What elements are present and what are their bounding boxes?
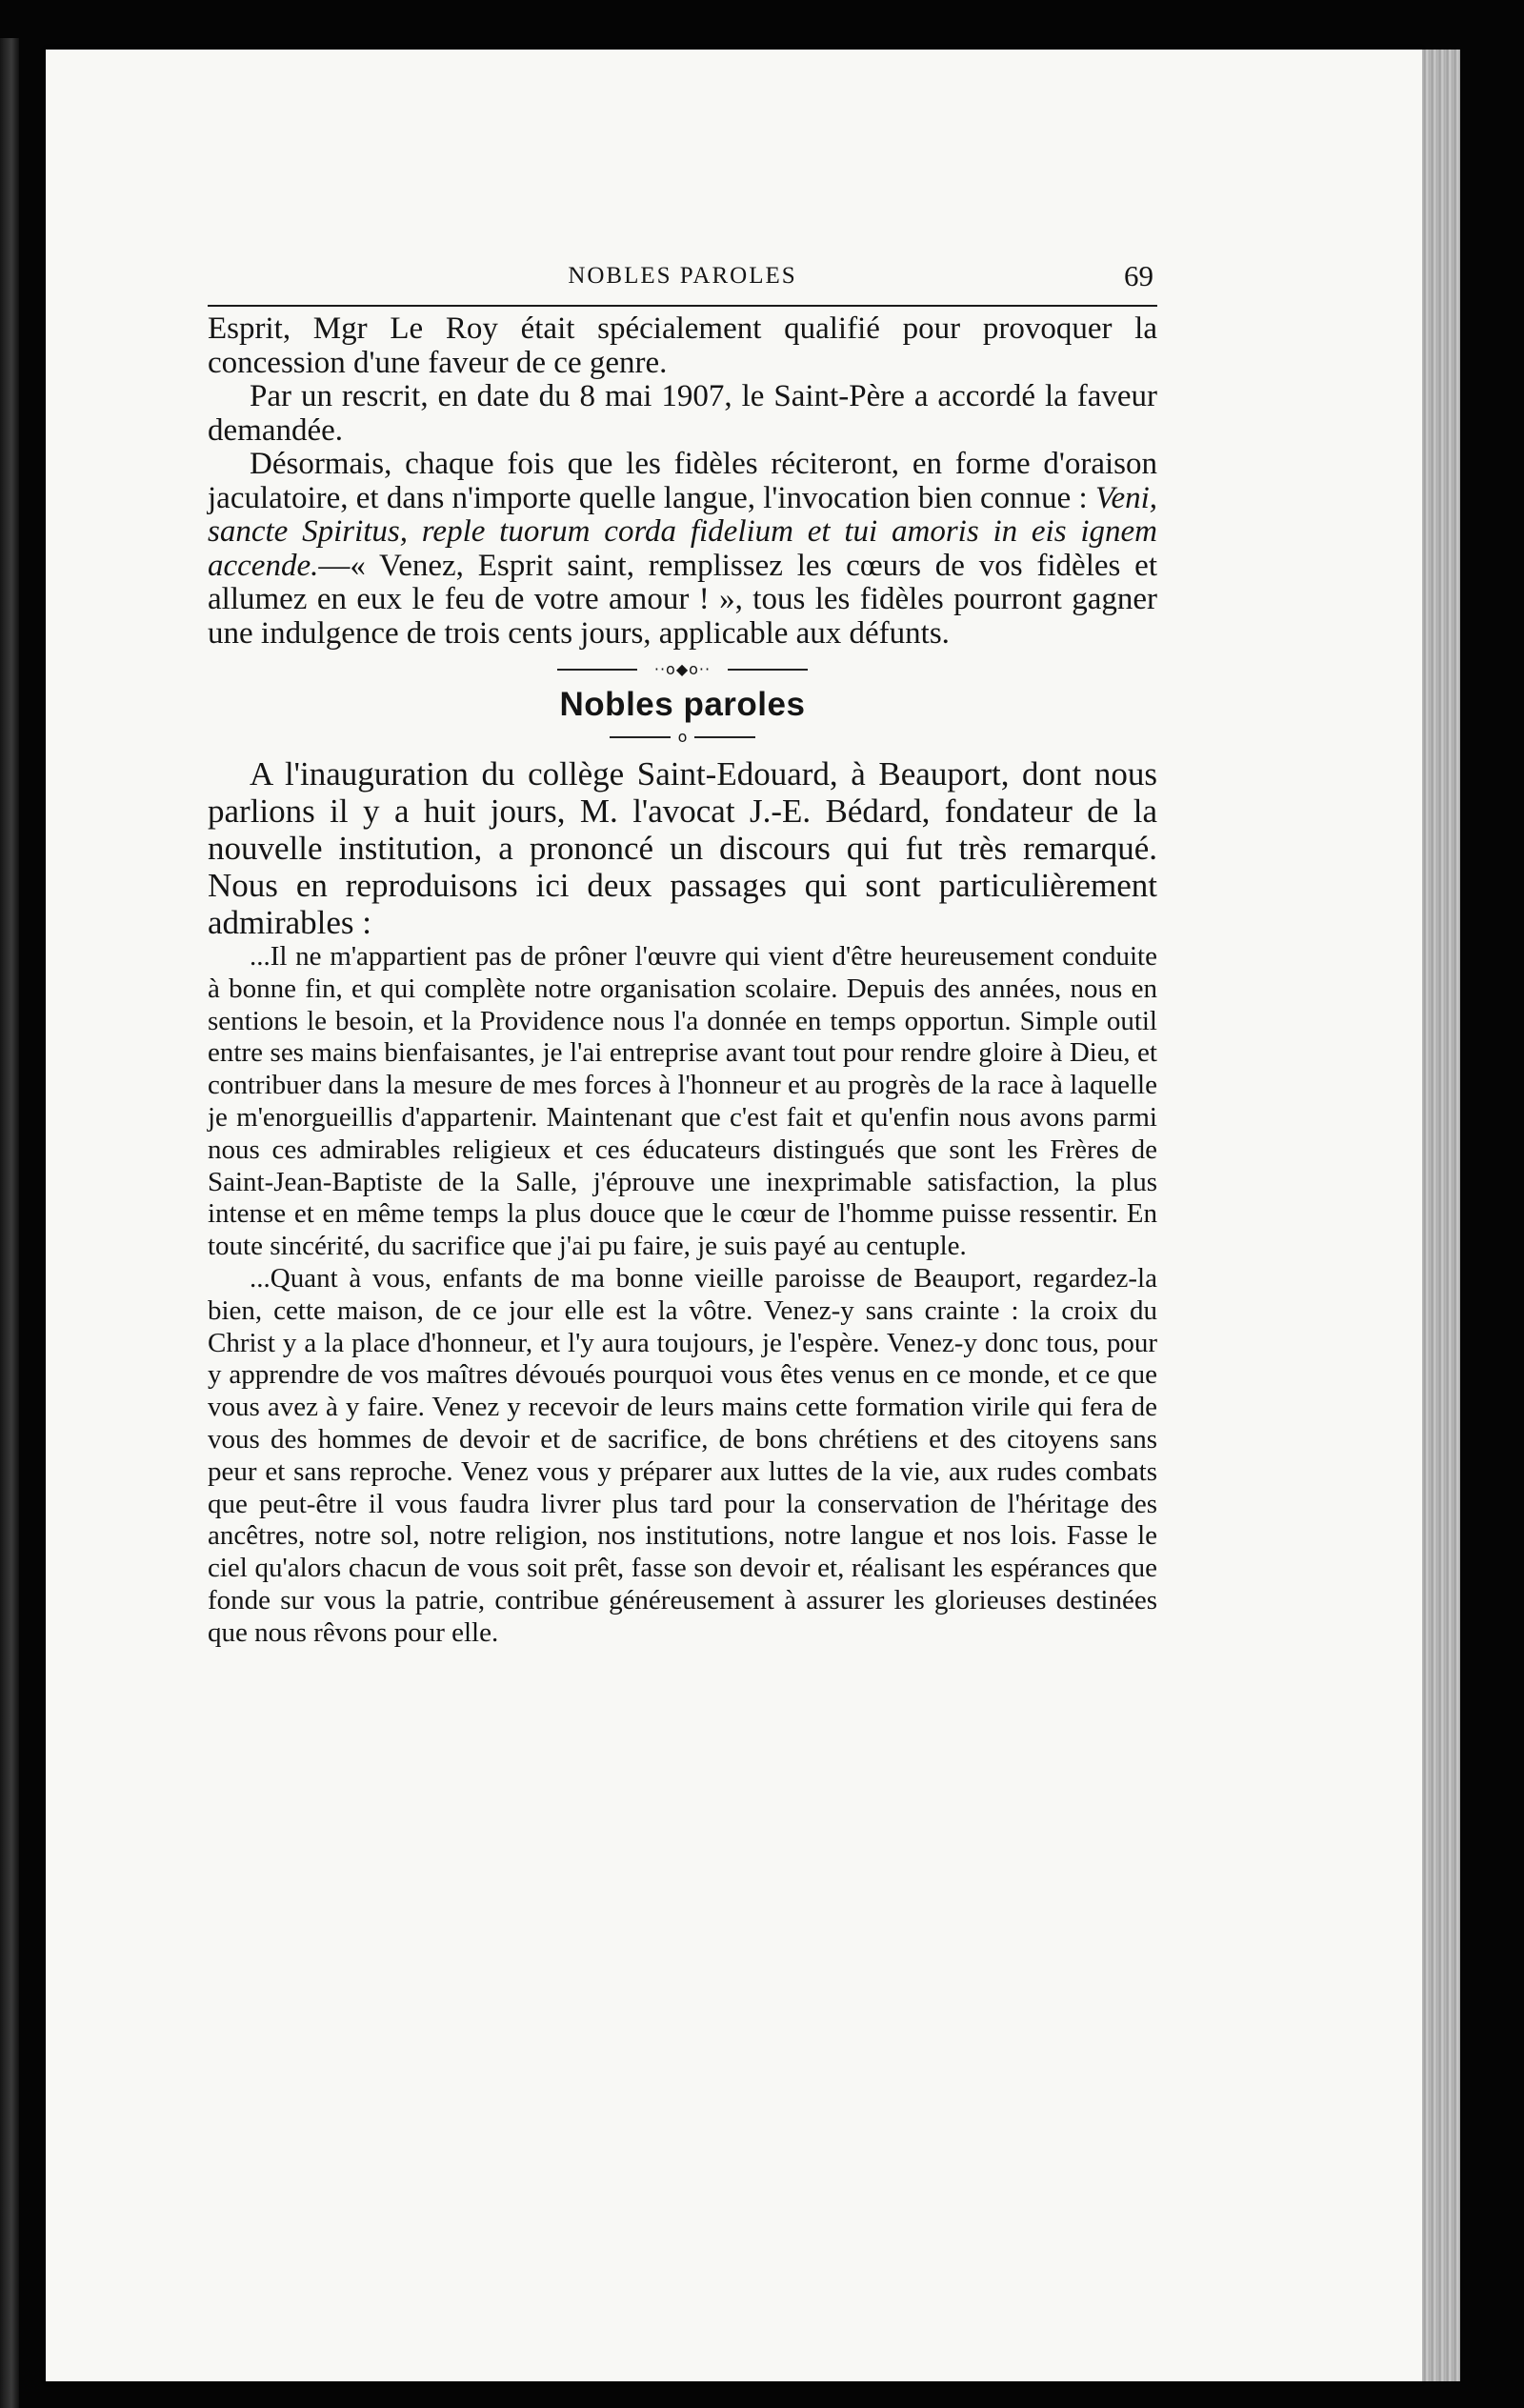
title-rule-left <box>610 736 671 738</box>
quote-paragraph-2: ...Quant à vous, enfants de ma bonne vieille paroisse de Beauport, regardez-la bien, cette maison, de ce jour elle est la vôtre. Venez-y sans crainte : la croix du Christ y a la place d'honneur, et l'y aura toujours, je l'espère. Venez-y donc tous, pour y apprendre de vos maîtres dévoués pourquoi vous êtes venus en ce monde, et ce que vous avez à y faire. Venez y recevoir de leurs mains cette formation virile qui fera de vous des hommes de devoir et de sacrifice, de bons chrétiens et des citoyens sans peur et sans reproche. Venez vous y préparer aux luttes de la vie, aux rudes combats que peut-être il vous faudra livrer plus tard pour la conservation de l'héritage des ancêtres, notre sol, notre religion, nos institutions, notre langue et nos lois. Fasse le ciel qu'alors chacun de vous soit prêt, fasse son devoir et, réalisant les espérances que fonde sur vous la patrie, contribue généreusement à assurer les glorieuses destinées que nous rêvons pour elle. <box>208 1262 1157 1648</box>
page-stack-edge <box>1422 50 1460 2381</box>
running-head <box>208 259 1157 307</box>
adjacent-page-edge <box>0 38 19 2408</box>
continued-article <box>208 312 1157 651</box>
paragraph-indulgence <box>208 448 1157 651</box>
latin-invocation: Veni, sancte Spiritus, reple tuorum corda fidelium et tui amoris in eis ignem accende. <box>208 480 1158 583</box>
page-content <box>208 259 1157 1650</box>
title-rule-right <box>694 736 755 738</box>
page-number: 69 <box>1124 259 1153 292</box>
section-title: Nobles paroles <box>559 686 806 723</box>
indulgence-text-end: —« Venez, Esprit saint, remplissez les cœurs de vos fidèles et allumez en eux le feu de votre amour ! », tous les fidèles pourront gagner une indulgence de trois cents jours, applicable aux défunts. <box>208 548 1157 651</box>
running-title: NOBLES PAROLES <box>568 263 797 289</box>
intro-paragraph: A l'inauguration du collège Saint-Edouard, à Beauport, dont nous parlions il y a huit jours, M. l'avocat J.-E. Bédard, fondateur de la nouvelle institution, a prononcé un discours qui fut très remarqué. Nous en reproduisons ici deux passages qui sont particulièrement admirables : <box>208 755 1157 941</box>
divider-rule-left <box>557 669 637 671</box>
divider-ornament: ··o◆o·· <box>653 660 712 678</box>
paragraph-rescript: Par un rescrit, en date du 8 mai 1907, le Saint-Père a accordé la faveur demandée. <box>208 379 1157 448</box>
quote-paragraph-1: ...Il ne m'appartient pas de prôner l'œuvre qui vient d'être heureusement conduite à bonne fin, et qui complète notre organisation scolaire. Depuis des années, nous en sentions le besoin, et la Providence nous l'a donnée en temps opportun. Simple outil entre ses mains bienfaisantes, je l'ai entreprise avant tout pour rendre gloire à Dieu, et contribuer dans la mesure de mes forces à l'honneur et au progrès de la race à laquelle je m'enorgueillis d'appartenir. Maintenant que c'est fait et qu'enfin nous avons parmi nous ces admirables religieux et ces éducateurs distingués que sont les Frères de Saint-Jean-Baptiste de la Salle, j'éprouve une inexprimable satisfaction, la plus intense et en même temps la plus douce que le cœur de l'homme puisse ressentir. En toute sincérité, du sacrifice que j'ai pu faire, je suis payé au centuple. <box>208 941 1157 1262</box>
paragraph-continued: Esprit, Mgr Le Roy était spécialement qualifié pour provoquer la concession d'une faveur de ce genre. <box>208 311 1157 380</box>
indulgence-text-start: Désormais, chaque fois que les fidèles réciteront, en forme d'oraison jaculatoire, et dans n'importe quelle langue, l'invocation bien connue : <box>208 447 1157 515</box>
title-divider <box>208 728 1157 746</box>
section-divider <box>208 660 1157 678</box>
divider-rule-right <box>728 669 808 671</box>
title-ornament: o <box>677 728 688 746</box>
